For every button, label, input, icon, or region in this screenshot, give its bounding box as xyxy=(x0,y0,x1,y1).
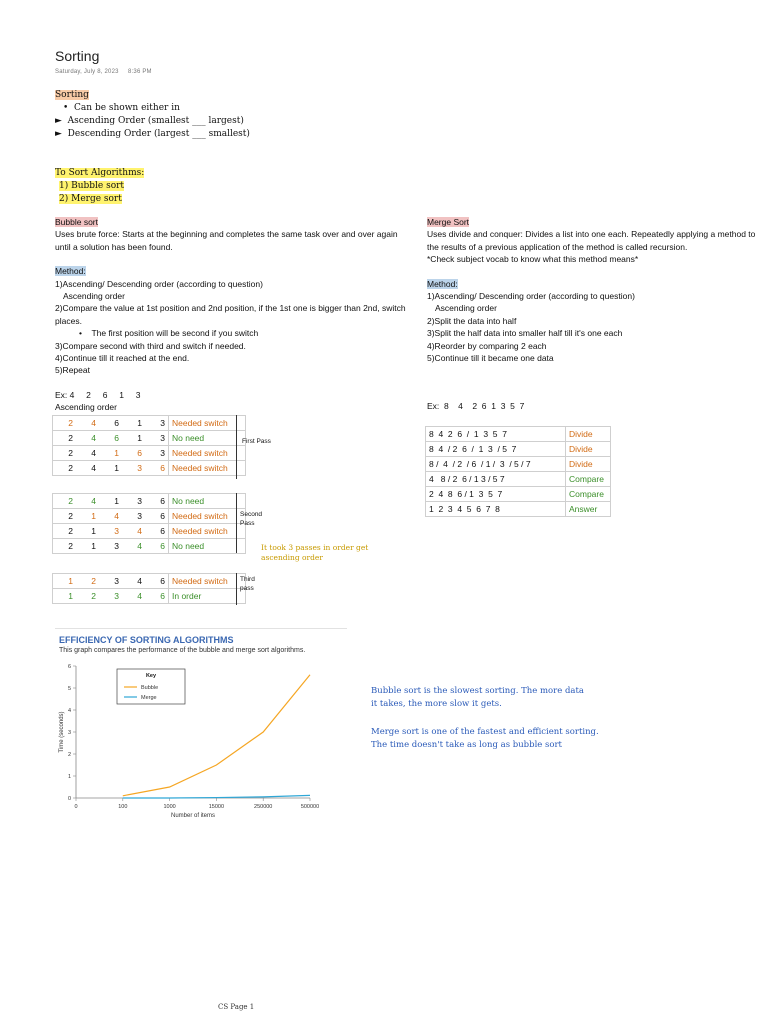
merge-step: 3)Split the half data into smaller half till it's one each xyxy=(427,328,623,339)
pass-cell: 6 xyxy=(122,446,145,461)
merge-data-cell: 4 8 / 2 6 / 1 3 / 5 7 xyxy=(426,472,566,487)
third-pass-label: Third pass xyxy=(240,576,255,592)
pass-cell: 2 xyxy=(53,539,77,554)
pass-row xyxy=(53,574,246,589)
pass-cell: 1 xyxy=(122,431,145,446)
chart-divider xyxy=(55,628,347,629)
pass-cell: 1 xyxy=(76,524,99,539)
pass-cell: 4 xyxy=(76,461,99,476)
pass-cell: 6 xyxy=(145,539,169,554)
pass-cell: 2 xyxy=(76,589,99,604)
bubble-section xyxy=(55,216,415,377)
asc-line: ► Ascending Order (smallest ___ largest) xyxy=(55,116,244,126)
y-tick-label: 1 xyxy=(67,774,71,780)
merge-action-cell: Divide xyxy=(566,457,611,472)
pass-cell: 3 xyxy=(145,416,169,431)
legend-title: Key xyxy=(145,673,157,679)
sorting-heading: Sorting xyxy=(55,90,89,100)
pass-cell: 3 xyxy=(145,431,169,446)
x-tick-label: 15000 xyxy=(208,804,225,810)
time-text: 8:36 PM xyxy=(128,69,152,75)
pass-cell: 3 xyxy=(99,539,122,554)
merge-row xyxy=(426,502,611,517)
merge-method-heading: Method: xyxy=(427,278,458,289)
pass-note: No need xyxy=(169,539,246,554)
pass-cell: 3 xyxy=(99,574,122,589)
pass-cell: 6 xyxy=(145,494,169,509)
y-axis-label: Time (seconds) xyxy=(59,711,65,753)
bubble-step: 4)Continue till it reached at the end. xyxy=(55,353,190,364)
pass-row xyxy=(53,416,246,431)
merge-data-cell: 8 4 2 6 / 1 3 5 7 xyxy=(426,427,566,442)
pass-cell: 1 xyxy=(76,509,99,524)
pass-cell: 1 xyxy=(99,494,122,509)
pass-note: Needed switch xyxy=(169,416,246,431)
y-tick-label: 4 xyxy=(67,708,71,714)
intro-bullet-text: Can be shown either in xyxy=(74,103,180,113)
pass-cell: 4 xyxy=(122,539,145,554)
pass-cell: 1 xyxy=(99,446,122,461)
merge-description: Uses divide and conquer: Divides a list into one each. Repeatedly applying a method to the results of a previous application of the method is called recursion. xyxy=(427,229,756,252)
date-text: Saturday, July 8, 2023 xyxy=(55,69,119,75)
pass-row xyxy=(53,431,246,446)
bubble-step: 1)Ascending/ Descending order (according to question) xyxy=(55,278,263,289)
merge-step: 4)Reorder by comparing 2 each xyxy=(427,340,547,351)
merge-action-cell: Compare xyxy=(566,487,611,502)
merge-data-cell: 2 4 8 6 / 1 3 5 7 xyxy=(426,487,566,502)
pass-cell: 6 xyxy=(99,431,122,446)
pass-cell: 6 xyxy=(145,461,169,476)
bubble-method-heading: Method: xyxy=(55,266,86,277)
pass-cell: 2 xyxy=(53,524,77,539)
merge-data-cell: 8 / 4 / 2 / 6 / 1 / 3 / 5 / 7 xyxy=(426,457,566,472)
pass-cell: 6 xyxy=(145,574,169,589)
desc-line: ► Descending Order (largest ___ smallest) xyxy=(55,129,250,139)
bubble-heading: Bubble sort xyxy=(55,217,98,227)
chart-subtitle: This graph compares the performance of the bubble and merge sort algorithms. xyxy=(59,647,306,654)
pass-cell: 6 xyxy=(145,524,169,539)
pass-cell: 2 xyxy=(76,574,99,589)
merge-section xyxy=(427,216,763,364)
pass-cell: 1 xyxy=(53,589,77,604)
pass-note: Needed switch xyxy=(169,574,246,589)
pass-cell: 2 xyxy=(53,416,77,431)
page-footer: CS Page 1 xyxy=(218,1003,255,1011)
bubble-efficiency-note: Bubble sort is the slowest sorting. The more data it takes, the more slow it gets. xyxy=(371,686,584,709)
pass-row xyxy=(53,494,246,509)
pass-cell: 4 xyxy=(76,416,99,431)
legend-label-bubble: Bubble xyxy=(141,685,159,691)
merge-data-cell: 1 2 3 4 5 6 7 8 xyxy=(426,502,566,517)
pass-note: Needed switch xyxy=(169,461,246,476)
merge-table xyxy=(425,426,611,517)
algorithm-item: 2) Merge sort xyxy=(59,194,122,204)
merge-action-cell: Divide xyxy=(566,427,611,442)
y-tick-label: 0 xyxy=(67,796,71,802)
page-date xyxy=(55,69,152,75)
merge-step: 1)Ascending/ Descending order (according to question) xyxy=(427,291,635,302)
merge-row xyxy=(426,442,611,457)
bubble-example-values: Ex: 4 2 6 1 3 xyxy=(55,390,141,400)
bubble-step-bullet-text: The first position will be second if you switch xyxy=(91,328,259,339)
merge-heading: Merge Sort xyxy=(427,217,470,227)
merge-example: Ex: 8 4 2 6 1 3 5 7 xyxy=(427,401,525,411)
pass-cell: 4 xyxy=(122,589,145,604)
pass-cell: 4 xyxy=(99,509,122,524)
second-pass-table xyxy=(52,493,246,554)
pass-cell: 3 xyxy=(145,446,169,461)
bubble-step: Ascending order xyxy=(63,291,125,302)
chart-title: EFFICIENCY OF SORTING ALGORITHMS xyxy=(59,635,234,645)
merge-data-cell: 8 4 / 2 6 / 1 3 / 5 7 xyxy=(426,442,566,457)
pass-cell: 4 xyxy=(122,524,145,539)
pass-cell: 3 xyxy=(99,524,122,539)
pass-row xyxy=(53,509,246,524)
bubble-step: 2)Compare the value at 1st position and 2nd position, if the 1st one is bigger than 2nd, switch places. xyxy=(55,303,406,326)
legend-label-merge: Merge xyxy=(141,695,157,701)
first-pass-table xyxy=(52,415,246,476)
algorithm-item: 1) Bubble sort xyxy=(59,181,125,191)
bubble-example xyxy=(55,389,141,414)
pass-row xyxy=(53,524,246,539)
pass-cell: 2 xyxy=(53,431,77,446)
y-tick-label: 2 xyxy=(67,752,71,758)
y-tick-label: 5 xyxy=(67,686,71,692)
merge-step: 2)Split the data into half xyxy=(427,315,517,326)
pass-cell: 4 xyxy=(122,574,145,589)
pass-cell: 1 xyxy=(53,574,77,589)
pass-cell: 1 xyxy=(122,416,145,431)
pass-note: In order xyxy=(169,589,246,604)
x-tick-label: 500000 xyxy=(300,804,320,810)
pass-cell: 2 xyxy=(53,461,77,476)
x-tick-label: 1000 xyxy=(163,804,176,810)
merge-step: Ascending order xyxy=(435,303,497,314)
pass-row xyxy=(53,589,246,604)
x-axis-label: Number of items xyxy=(170,813,216,819)
bubble-step-bullet: • The first position will be second if you switch xyxy=(79,328,259,339)
intro-bullet: • Can be shown either in xyxy=(63,103,180,113)
bubble-example-order: Ascending order xyxy=(55,402,117,413)
pass-row xyxy=(53,461,246,476)
pass-cell: 1 xyxy=(99,461,122,476)
algorithms-section xyxy=(55,167,144,206)
merge-efficiency-note: Merge sort is one of the fastest and efficient sorting. The time doesn't take as long as bubble sort xyxy=(371,727,599,750)
third-pass-divider xyxy=(236,573,237,605)
efficiency-chart xyxy=(55,658,325,826)
third-pass-table xyxy=(52,573,246,604)
x-tick-label: 0 xyxy=(74,804,78,810)
y-tick-label: 3 xyxy=(67,730,71,736)
pass-cell: 2 xyxy=(53,494,77,509)
pass-note: Needed switch xyxy=(169,509,246,524)
pass-cell: 3 xyxy=(122,509,145,524)
pass-cell: 4 xyxy=(76,494,99,509)
x-tick-label: 250000 xyxy=(254,804,273,810)
pass-row xyxy=(53,539,246,554)
pass-cell: 3 xyxy=(122,461,145,476)
intro-section xyxy=(55,89,250,141)
pass-note: Needed switch xyxy=(169,446,246,461)
pass-cell: 6 xyxy=(145,589,169,604)
second-pass-divider xyxy=(236,493,237,553)
pass-cell: 2 xyxy=(53,509,77,524)
bubble-description: Uses brute force: Starts at the beginning and completes the same task over and over again until a solution has been found. xyxy=(55,229,398,252)
pass-cell: 3 xyxy=(99,589,122,604)
pass-note: No need xyxy=(169,431,246,446)
merge-action-cell: Compare xyxy=(566,472,611,487)
merge-action-cell: Answer xyxy=(566,502,611,517)
merge-row xyxy=(426,457,611,472)
merge-vocab-note: *Check subject vocab to know what this method means* xyxy=(427,254,639,265)
page-title: Sorting xyxy=(55,48,100,64)
merge-action-cell: Divide xyxy=(566,442,611,457)
pass-row xyxy=(53,446,246,461)
bubble-step: 5)Repeat xyxy=(55,365,90,376)
merge-row xyxy=(426,472,611,487)
pass-note: No need xyxy=(169,494,246,509)
merge-step: 5)Continue till it became one data xyxy=(427,353,554,364)
algorithms-heading: To Sort Algorithms: xyxy=(55,168,145,178)
first-pass-divider xyxy=(236,415,237,479)
pass-cell: 1 xyxy=(76,539,99,554)
y-tick-label: 6 xyxy=(67,664,71,670)
pass-cell: 4 xyxy=(76,446,99,461)
first-pass-label: First Pass xyxy=(242,438,271,445)
desc-text: Descending Order (largest ___ smallest) xyxy=(67,129,250,139)
pass-cell: 6 xyxy=(99,416,122,431)
bubble-step: 3)Compare second with third and switch if needed. xyxy=(55,340,246,351)
pass-cell: 6 xyxy=(145,509,169,524)
pass-cell: 2 xyxy=(53,446,77,461)
pass-cell: 3 xyxy=(122,494,145,509)
pass-note: Needed switch xyxy=(169,524,246,539)
merge-row xyxy=(426,427,611,442)
second-pass-label: Second Pass xyxy=(240,511,263,527)
merge-row xyxy=(426,487,611,502)
asc-text: Ascending Order (smallest ___ largest) xyxy=(67,116,244,126)
pass-cell: 4 xyxy=(76,431,99,446)
x-tick-label: 100 xyxy=(118,804,128,810)
passes-note: It took 3 passes in order get ascending order xyxy=(261,543,369,562)
